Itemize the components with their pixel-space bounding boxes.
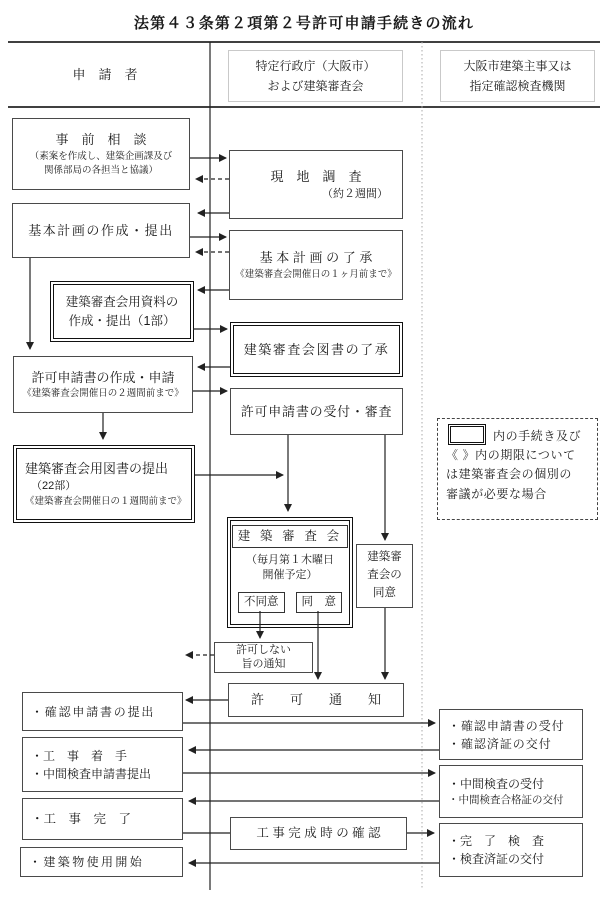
construction-start-line1: ・工 事 着 手 (31, 748, 128, 763)
lane-header-authority (228, 50, 403, 102)
board-drawings-title: 建築審査会用図書の提出 (25, 460, 169, 476)
basic-plan-submit-title: 基本計画の作成・提出 (28, 222, 174, 238)
box-board-drawings (16, 448, 192, 520)
double-box-icon (450, 426, 484, 443)
box-denial-notice (214, 642, 313, 673)
box-site-survey (229, 150, 403, 219)
box-permit-notice (228, 683, 404, 717)
review-board-title: 建 築 審 査 会 (232, 525, 349, 548)
review-board-note-line2: 開催予定） (262, 568, 318, 581)
page-title: 法第４３条第２項第２号許可申請手続きの流れ (133, 15, 475, 32)
construction-start-line2: ・中間検査申請書提出 (31, 766, 152, 781)
box-permit-application (13, 356, 193, 413)
final-inspection-line2: ・検査済証の交付 (448, 852, 545, 866)
prior-consultation-note2: 関係部局の各担当と協議） (43, 164, 158, 176)
final-inspection-line1: ・完 了 検 査 (448, 834, 545, 848)
prior-consultation-note1: （素案を作成し、建築企画課及び (29, 150, 173, 162)
box-drawings-approval (233, 325, 400, 374)
site-survey-note: （約２週間） (322, 188, 388, 200)
drawings-approval-title: 建築審査会図書の了承 (243, 341, 390, 357)
board-consent-line3: 同意 (373, 586, 396, 599)
box-review-board (230, 520, 350, 625)
completion-check-title: 工 事 完 成 時 の 確 認 (256, 826, 381, 841)
legend-line1 (446, 426, 591, 446)
box-board-consent (356, 544, 413, 608)
review-board-note-line1: （毎月第１木曜日 (246, 553, 334, 566)
box-construction-start (22, 737, 183, 792)
review-board-disagree: 不同意 (238, 592, 285, 613)
denial-notice-line2: 旨の通知 (241, 657, 286, 670)
building-use-title: ・建築物使用開始 (29, 855, 145, 869)
board-materials-line1: 建築審査会用資料の (65, 294, 179, 309)
application-review-title: 許可申請書の受付・審査 (240, 403, 393, 419)
lane-header-applicant: 申 請 者 (72, 66, 138, 82)
lane-header-inspector (440, 50, 595, 102)
lane-header-inspector-line1: 大阪市建築主事又は (463, 58, 572, 73)
box-completion-check (230, 817, 407, 850)
confirmation-receipt-line1: ・確認申請書の受付 (448, 718, 565, 733)
legend-line4: 審議が必要な場合 (446, 486, 547, 501)
board-drawings-copies: （22部） (31, 480, 77, 493)
basic-plan-approval-title: 基 本 計 画 の 了 承 (259, 250, 373, 266)
box-basic-plan-submit (12, 203, 190, 258)
box-confirmation-submit (22, 692, 183, 731)
review-board-note (246, 553, 334, 583)
board-consent-line1: 建築審 (367, 551, 402, 564)
interim-inspection-line2: ・中間検査合格証の交付 (448, 793, 564, 806)
board-drawings-note: 《建築審査会開催日の１週間前まで》 (25, 495, 187, 507)
legend-line3: は建築審査会の個別の (446, 467, 573, 482)
site-survey-title: 現 地 調 査 (270, 168, 362, 184)
confirmation-submit-title: ・確認申請書の提出 (31, 704, 156, 719)
legend-line1-text: 内の手続き及び (493, 429, 582, 443)
box-final-inspection (439, 823, 583, 877)
box-interim-inspection (439, 765, 583, 818)
box-application-review (230, 388, 403, 435)
box-building-use (20, 847, 183, 877)
lane-header-authority-line2: および建築審査会 (267, 79, 364, 93)
box-confirmation-receipt (439, 709, 583, 760)
confirmation-receipt-line2: ・確認済証の交付 (448, 736, 552, 751)
lane-header-authority-line1: 特定行政庁（大阪市） (255, 58, 376, 73)
board-consent-line2: 査会の (367, 569, 402, 582)
box-prior-consultation (12, 118, 190, 190)
review-board-agree: 同 意 (296, 592, 343, 613)
construction-done-title: ・工 事 完 了 (31, 811, 132, 826)
permit-application-title: 許可申請書の作成・申請 (31, 369, 175, 385)
box-board-materials (53, 284, 191, 339)
interim-inspection-line1: ・中間検査の受付 (448, 776, 545, 791)
box-construction-done (22, 798, 183, 840)
lane-header-inspector-line2: 指定確認検査機関 (469, 79, 566, 93)
permit-application-note: 《建築審査会開催日の２週間前まで》 (22, 388, 184, 400)
board-materials-line2: 作成・提出（1部） (68, 313, 176, 328)
permit-notice-title: 許 可 通 知 (250, 692, 381, 708)
box-basic-plan-approval (229, 230, 403, 300)
basic-plan-approval-note: 《建築審査会開催日の１ヶ月前まで》 (235, 268, 397, 280)
legend-box (437, 418, 598, 520)
denial-notice-line1: 許可しない (236, 643, 291, 656)
prior-consultation-title: 事 前 相 談 (55, 132, 147, 147)
legend-line2: 《 》内の期限について (446, 448, 576, 463)
